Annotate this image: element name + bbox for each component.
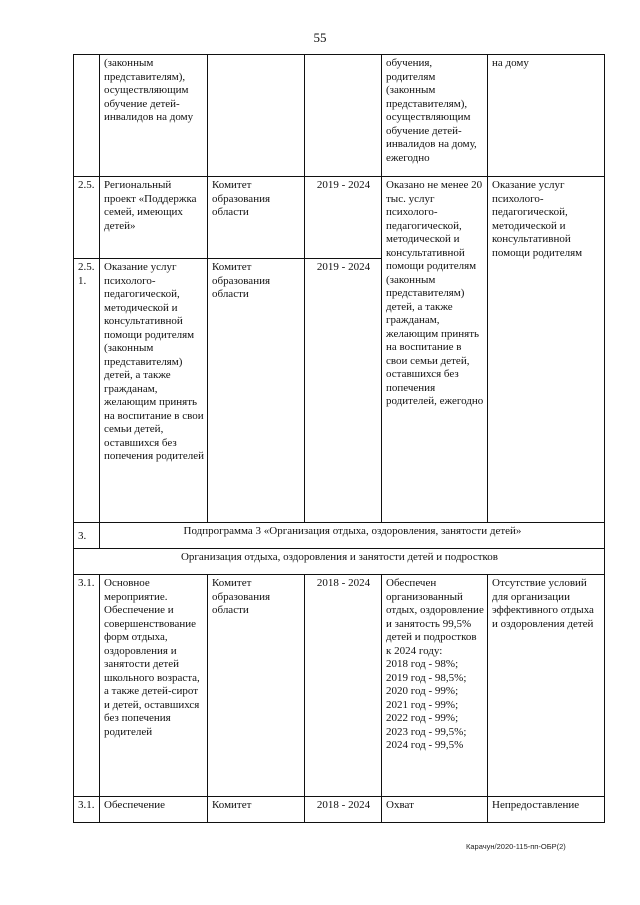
document-reference: Карачун/2020-115-пп-ОБР(2) xyxy=(466,842,566,851)
cell-executor: Комитет xyxy=(208,797,305,823)
result-year-line: 2022 год - 99%; xyxy=(386,712,459,724)
cell-num: 3.1. xyxy=(74,575,100,797)
cell-years: 2018 - 2024 xyxy=(305,575,382,797)
page-number: 55 xyxy=(313,30,327,45)
cell-result: Оказано не менее 20 тыс. услуг психолого-педагогической, методической и консультативной помощи родителям (законным представителям) детей, а также гражданам, желающим принять на воспитание в свои семьи детей, оставшихся без попечения родителей, ежегодно xyxy=(382,177,488,523)
result-text: Обеспечен организованный отдых, оздоровление и занятость 99,5% детей и подростков к 2024 году: xyxy=(386,577,484,657)
cell-executor: Комитет образования области xyxy=(208,259,305,523)
cell-executor xyxy=(208,55,305,177)
result-year-line: 2023 год - 99,5%; xyxy=(386,725,467,738)
cell-years: 2018 - 2024 xyxy=(305,797,382,823)
cell-num xyxy=(74,55,100,177)
cell-years: 2019 - 2024 xyxy=(305,259,382,523)
table-row xyxy=(74,523,605,549)
cell-years xyxy=(305,55,382,177)
cell-consequence: Оказание услуг психолого-педагогической, методической и консультативной помощи родителям xyxy=(488,177,605,523)
table-row xyxy=(74,797,605,823)
cell-result: Охват xyxy=(382,797,488,823)
cell-consequence: Отсутствие условий для организации эффективного отдыха и оздоровления детей xyxy=(488,575,605,797)
cell-years: 2019 - 2024 xyxy=(305,177,382,259)
cell-consequence: Непредоставление xyxy=(488,797,605,823)
result-year-line: 2024 год - 99,5% xyxy=(386,739,464,751)
cell-result: обучения, родителям (законным представителям), осуществляющим обучение детей-инвалидов на дому, ежегодно xyxy=(382,55,488,177)
cell-num: 3. xyxy=(74,523,100,549)
table-row xyxy=(74,177,605,259)
result-year-line: 2019 год - 98,5%; xyxy=(386,671,467,684)
table-row xyxy=(74,575,605,797)
section-title: Организация отдыха, оздоровления и занятости детей и подростков xyxy=(74,549,605,575)
cell-result xyxy=(382,575,488,797)
cell-executor: Комитет образования области xyxy=(208,177,305,259)
result-year-line: 2021 год - 99%; xyxy=(386,698,459,711)
subprogram-title: Подпрограмма 3 «Организация отдыха, оздоровления, занятости детей» xyxy=(100,523,605,549)
cell-num: 2.5. 1. xyxy=(74,259,100,523)
program-table xyxy=(73,54,605,823)
cell-event: Оказание услуг психолого-педагогической, методической и консультативной помощи родителям (законным представителям) детей, а также гражданам, желающим принять на воспитание в свои семьи детей, оставшихся без попечения родителей xyxy=(100,259,208,523)
cell-event: Обеспечение xyxy=(100,797,208,823)
cell-event: (законным представителям), осуществляющим обучение детей-инвалидов на дому xyxy=(100,55,208,177)
cell-num: 2.5. xyxy=(74,177,100,259)
table-row xyxy=(74,549,605,575)
result-year-line: 2020 год - 99%; xyxy=(386,685,459,697)
result-year-line: 2018 год - 98%; xyxy=(386,658,459,670)
cell-consequence: на дому xyxy=(488,55,605,177)
table-row xyxy=(74,55,605,177)
cell-event: Основное мероприятие. Обеспечение и совершенствование форм отдыха, оздоровления и занятости детей школьного возраста, а также детей-сирот и детей, оставшихся без попечения родителей xyxy=(100,575,208,797)
cell-executor: Комитет образования области xyxy=(208,575,305,797)
cell-num: 3.1. xyxy=(74,797,100,823)
cell-event: Региональный проект «Поддержка семей, имеющих детей» xyxy=(100,177,208,259)
